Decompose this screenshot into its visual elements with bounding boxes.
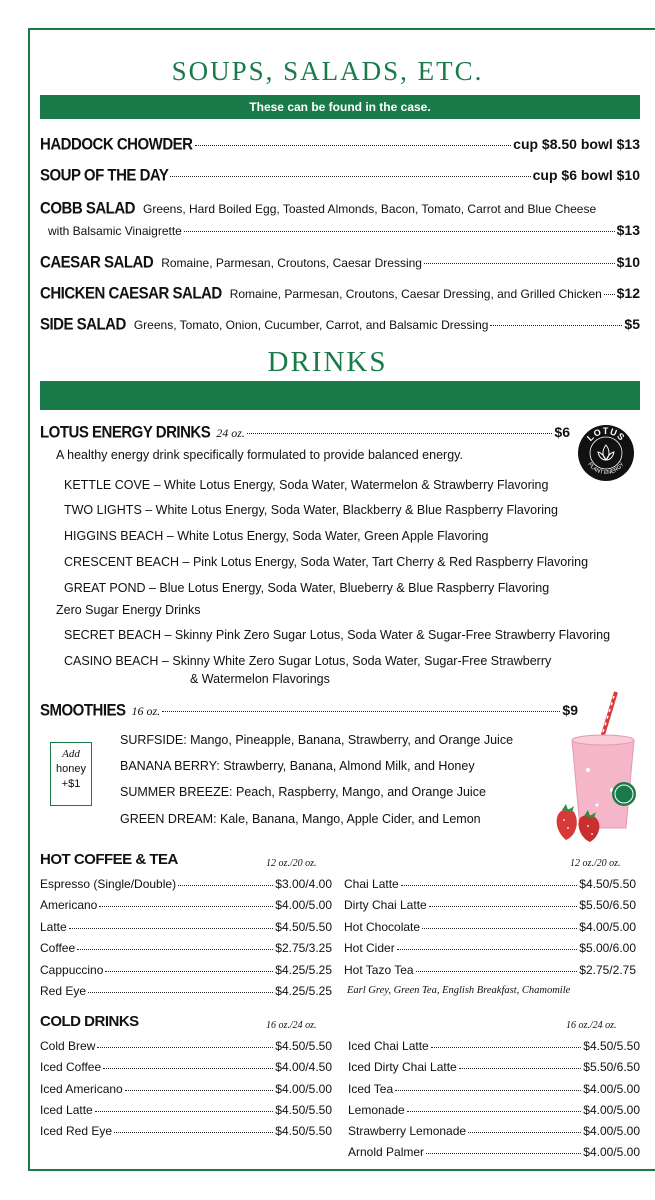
menu-item-caesar: CAESAR SALAD Romaine, Parmesan, Croutons, Caesar Dressing $10 bbox=[40, 253, 640, 272]
zero-sugar-label: Zero Sugar Energy Drinks bbox=[56, 603, 201, 617]
cold-item: Cold Brew $4.50/5.50 bbox=[40, 1039, 332, 1053]
lotus-zero-item: SECRET BEACH – Skinny Pink Zero Sugar Lotus, Soda Water & Sugar-Free Strawberry Flavoring bbox=[64, 628, 611, 642]
cold-item: Iced Coffee $4.00/4.50 bbox=[40, 1060, 332, 1074]
soups-title: SOUPS, SALADS, ETC. bbox=[171, 56, 484, 86]
hot-item: Hot Tazo Tea $2.75/2.75 bbox=[344, 963, 636, 977]
menu-item-side-salad: SIDE SALAD Greens, Tomato, Onion, Cucumber, Carrot, and Balsamic Dressing $5 bbox=[40, 315, 640, 334]
lotus-zero-item: CASINO BEACH – Skinny White Zero Sugar Lotus, Soda Water, Sugar-Free Strawberry bbox=[64, 654, 552, 668]
cold-item: Lemonade $4.00/5.00 bbox=[348, 1103, 640, 1117]
lotus-logo-top: LOTUS bbox=[584, 426, 628, 444]
hot-item: Cappuccino $4.25/5.25 bbox=[40, 963, 332, 977]
smoothie-item: SUMMER BREEZE: Peach, Raspberry, Mango, and Orange Juice bbox=[120, 785, 486, 799]
cold-item: Iced Latte $4.50/5.50 bbox=[40, 1103, 332, 1117]
hot-item: Hot Cider $5.00/6.00 bbox=[344, 941, 636, 955]
strawberry-icon bbox=[552, 802, 604, 846]
cold-item: Iced Americano $4.00/5.00 bbox=[40, 1082, 332, 1096]
menu-item-haddock: HADDOCK CHOWDER cup $8.50 bowl $13 bbox=[40, 135, 640, 154]
tea-note: Earl Grey, Green Tea, English Breakfast, Chamomile bbox=[347, 985, 571, 996]
smoothies-header: SMOOTHIES 16 oz. $9 bbox=[40, 701, 578, 720]
hot-size-left: 12 oz./20 oz. bbox=[266, 858, 317, 869]
cold-drinks-title: COLD DRINKS bbox=[40, 1013, 139, 1030]
lotus-item: TWO LIGHTS – White Lotus Energy, Soda Water, Blackberry & Blue Raspberry Flavoring bbox=[64, 503, 558, 517]
hot-item: Red Eye $4.25/5.25 bbox=[40, 984, 332, 998]
hot-item: Latte $4.50/5.50 bbox=[40, 920, 332, 934]
lotus-item: HIGGINS BEACH – White Lotus Energy, Soda Water, Green Apple Flavoring bbox=[64, 529, 489, 543]
cold-item: Iced Tea $4.00/5.00 bbox=[348, 1082, 640, 1096]
smoothie-item: SURFSIDE: Mango, Pineapple, Banana, Strawberry, and Orange Juice bbox=[120, 733, 514, 747]
smoothie-item: GREEN DREAM: Kale, Banana, Mango, Apple Cider, and Lemon bbox=[120, 812, 481, 826]
hot-item: Dirty Chai Latte $5.50/6.50 bbox=[344, 898, 636, 912]
hot-item: Chai Latte $4.50/5.50 bbox=[344, 877, 636, 891]
soups-banner: These can be found in the case. bbox=[40, 95, 640, 119]
cold-size-left: 16 oz./24 oz. bbox=[266, 1020, 317, 1031]
menu-item-soup: SOUP OF THE DAY cup $6 bowl $10 bbox=[40, 166, 640, 185]
menu-item-cobb-cont: with Balsamic Vinaigrette $13 bbox=[48, 222, 640, 238]
cold-item: Iced Red Eye $4.50/5.50 bbox=[40, 1124, 332, 1138]
drinks-banner bbox=[40, 381, 640, 410]
lotus-item: GREAT POND – Blue Lotus Energy, Soda Water, Blueberry & Blue Raspberry Flavoring bbox=[64, 581, 550, 595]
add-honey-box: Add honey +$1 bbox=[50, 742, 92, 806]
lotus-zero-item-cont: & Watermelon Flavorings bbox=[190, 672, 330, 686]
hot-coffee-title: HOT COFFEE & TEA bbox=[40, 851, 178, 868]
cold-item: Arnold Palmer $4.00/5.00 bbox=[348, 1145, 640, 1159]
lotus-tagline: A healthy energy drink specifically formulated to provide balanced energy. bbox=[56, 448, 463, 462]
cold-item: Iced Dirty Chai Latte $5.50/6.50 bbox=[348, 1060, 640, 1074]
smoothie-item: BANANA BERRY: Strawberry, Banana, Almond Milk, and Honey bbox=[120, 759, 475, 773]
lotus-logo-icon bbox=[577, 424, 635, 482]
cold-size-right: 16 oz./24 oz. bbox=[566, 1020, 617, 1031]
lotus-item: KETTLE COVE – White Lotus Energy, Soda Water, Watermelon & Strawberry Flavoring bbox=[64, 478, 549, 492]
drinks-title: DRINKS bbox=[267, 346, 388, 378]
lotus-header: LOTUS ENERGY DRINKS 24 oz. $6 bbox=[40, 423, 570, 442]
lotus-logo-bottom: PLANT ENERGY bbox=[586, 461, 626, 477]
hot-item: Hot Chocolate $4.00/5.00 bbox=[344, 920, 636, 934]
cold-item: Iced Chai Latte $4.50/5.50 bbox=[348, 1039, 640, 1053]
lotus-item: CRESCENT BEACH – Pink Lotus Energy, Soda Water, Tart Cherry & Red Raspberry Flavoring bbox=[64, 555, 589, 569]
hot-item: Coffee $2.75/3.25 bbox=[40, 941, 332, 955]
hot-item: Americano $4.00/5.00 bbox=[40, 898, 332, 912]
hot-size-right: 12 oz./20 oz. bbox=[570, 858, 621, 869]
menu-item-chicken-caesar: CHICKEN CAESAR SALAD Romaine, Parmesan, Croutons, Caesar Dressing, and Grilled Chicken $12 bbox=[40, 284, 640, 303]
menu-item-cobb: COBB SALAD Greens, Hard Boiled Egg, Toasted Almonds, Bacon, Tomato, Carrot and Blue Cheese bbox=[40, 199, 597, 218]
cold-item: Strawberry Lemonade $4.00/5.00 bbox=[348, 1124, 640, 1138]
hot-item: Espresso (Single/Double) $3.00/4.00 bbox=[40, 877, 332, 891]
